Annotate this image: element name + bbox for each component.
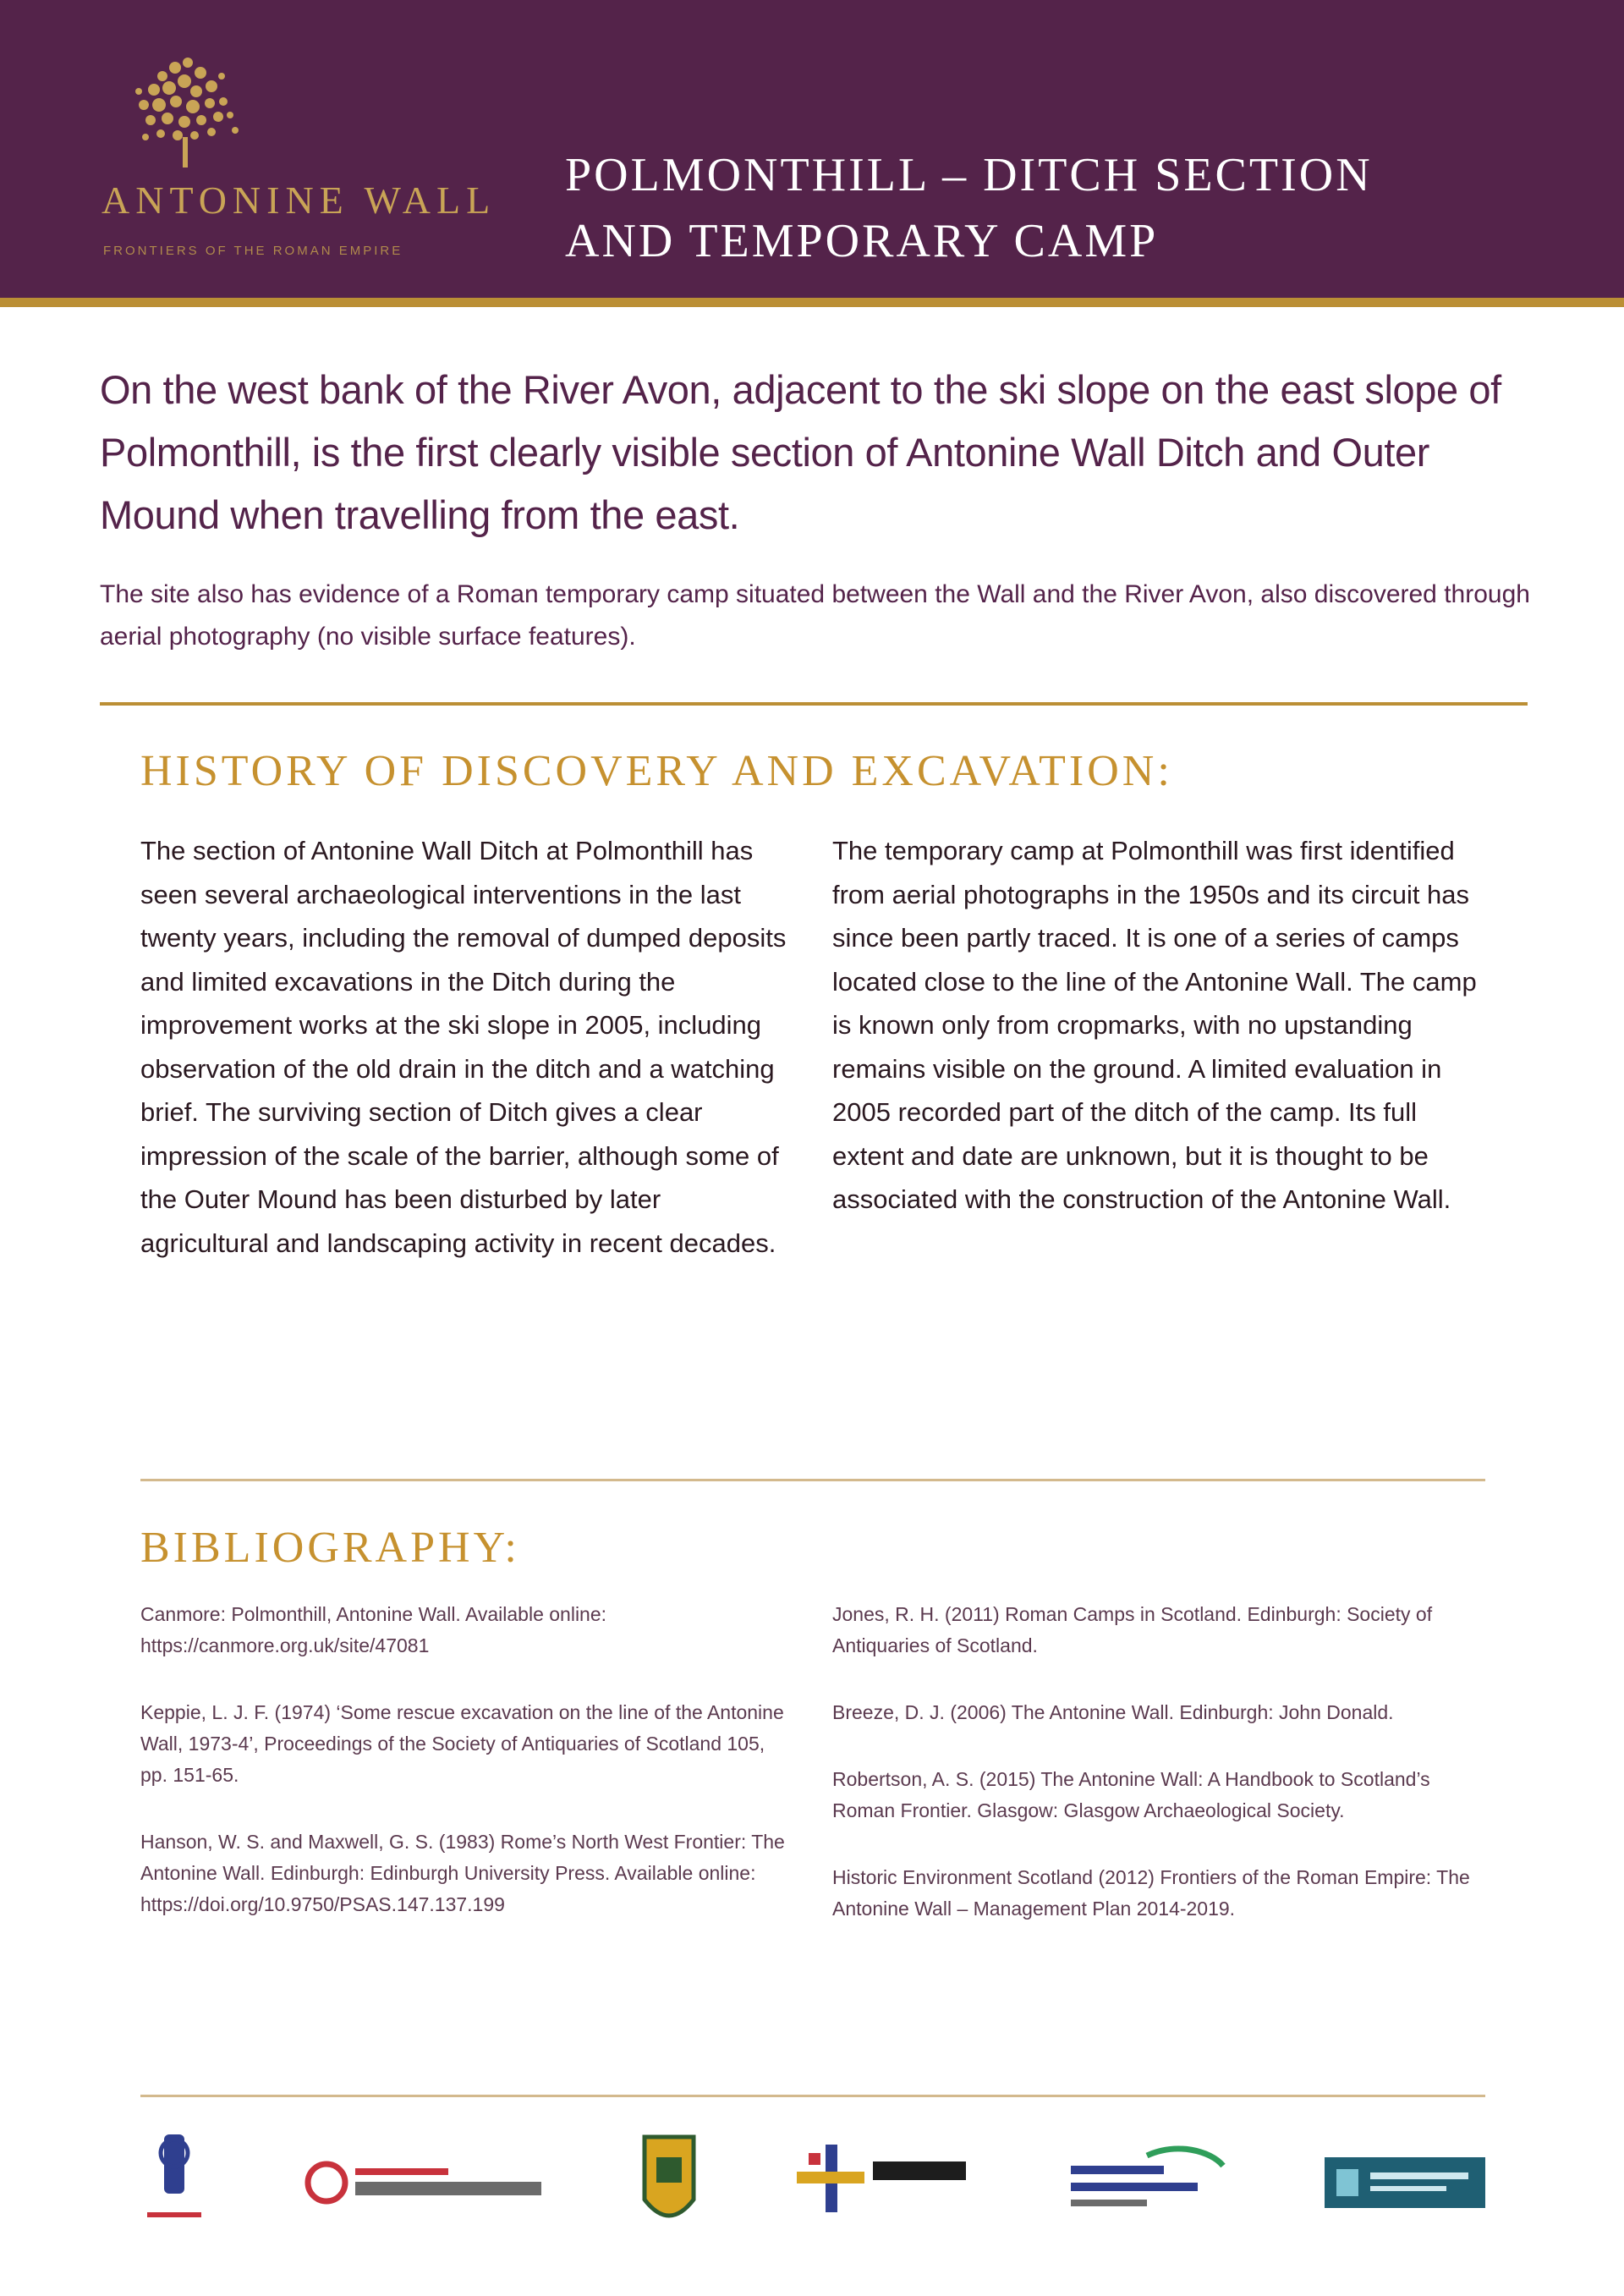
section-divider bbox=[140, 1479, 1485, 1481]
partner-logo-3 bbox=[639, 2132, 699, 2233]
footer-divider bbox=[140, 2095, 1485, 2097]
laurel-tree-icon bbox=[95, 52, 281, 179]
history-column-right: The temporary camp at Polmonthill was first identified from aerial photographs in the 1950s and its circuit has since been partly traced. It is one of a series of camps located close to the line of the Antonine Wall. The camp is known only from cropmarks, with no upstanding remains visible on the ground. A limited evaluation in 2005 recorded part of the ditch of the camp. Its full extent and date are unknown, but it is thought to be associated with the construction of the Antonine Wall. bbox=[832, 836, 1477, 1214]
logo-wordmark: ANTONINE WALL bbox=[102, 179, 497, 222]
header-gold-rule bbox=[0, 298, 1624, 307]
partner-logos bbox=[140, 2115, 1485, 2250]
partner-logo-2 bbox=[301, 2153, 546, 2212]
bibliography-column-left bbox=[140, 1599, 792, 1956]
section-divider bbox=[100, 702, 1528, 706]
bibliography-entry: Historic Environment Scotland (2012) Frontiers of the Roman Empire: The Antonine Wall – Management Plan 2014-2019. bbox=[832, 1866, 1470, 1920]
bibliography-entry: Hanson, W. S. and Maxwell, G. S. (1983) Rome’s North West Frontier: The Antonine Wall. Edinburgh: Edinburgh University Press. Available online: https://doi.org/10.9750/PSAS.147.137.199 bbox=[140, 1831, 785, 1915]
bibliography-heading: BIBLIOGRAPHY: bbox=[140, 1524, 520, 1572]
bibliography-entry: Jones, R. H. (2011) Roman Camps in Scotland. Edinburgh: Society of Antiquaries of Scotland. bbox=[832, 1603, 1433, 1656]
lead-paragraph: On the west bank of the River Avon, adjacent to the ski slope on the east slope of Polmonthill, is the first clearly visible section of Antonine Wall Ditch and Outer Mound when travelling from the east. bbox=[100, 367, 1501, 537]
partner-logo-4 bbox=[792, 2136, 969, 2229]
title-line-1: POLMONTHILL – DITCH SECTION bbox=[565, 149, 1373, 201]
bibliography-entry: Keppie, L. J. F. (1974) ‘Some rescue excavation on the line of the Antonine Wall, 1973-4’, Proceedings of the Society of Antiquaries of Scotland 105, pp. 151-65. bbox=[140, 1701, 784, 1786]
antonine-wall-logo bbox=[95, 52, 509, 281]
intro-paragraph: The site also has evidence of a Roman temporary camp situated between the Wall and the River Avon, also discovered through aerial photography (no visible surface features). bbox=[100, 580, 1530, 651]
page-title bbox=[565, 142, 1529, 274]
logo-tagline: FRONTIERS OF THE ROMAN EMPIRE bbox=[103, 244, 403, 258]
partner-logo-6 bbox=[1325, 2157, 1485, 2208]
bibliography-entry: Robertson, A. S. (2015) The Antonine Wall: A Handbook to Scotland’s Roman Frontier. Glasgow: Glasgow Archaeological Society. bbox=[832, 1768, 1430, 1821]
bibliography-entry: Breeze, D. J. (2006) The Antonine Wall. Edinburgh: John Donald. bbox=[832, 1701, 1394, 1723]
history-column-left: The section of Antonine Wall Ditch at Polmonthill has seen several archaeological interventions in the last twenty years, including the removal of dumped deposits and limited excavations in the Ditch during the improvement works at the ski slope in 2005, including observation of the old drain in the ditch and a watching brief. The surviving section of Ditch gives a clear impression of the scale of the barrier, although some of the Outer Mound has been disturbed by later agricultural and landscaping activity in recent decades. bbox=[140, 836, 787, 1258]
bibliography-column-right bbox=[832, 1599, 1484, 1960]
partner-logo-5 bbox=[1062, 2140, 1232, 2225]
header-band bbox=[0, 0, 1624, 298]
title-line-2: AND TEMPORARY CAMP bbox=[565, 215, 1159, 267]
partner-logo-1 bbox=[140, 2128, 208, 2238]
history-heading: HISTORY OF DISCOVERY AND EXCAVATION: bbox=[140, 747, 1173, 795]
bibliography-entry: Canmore: Polmonthill, Antonine Wall. Available online: https://canmore.org.uk/site/47081 bbox=[140, 1603, 607, 1656]
